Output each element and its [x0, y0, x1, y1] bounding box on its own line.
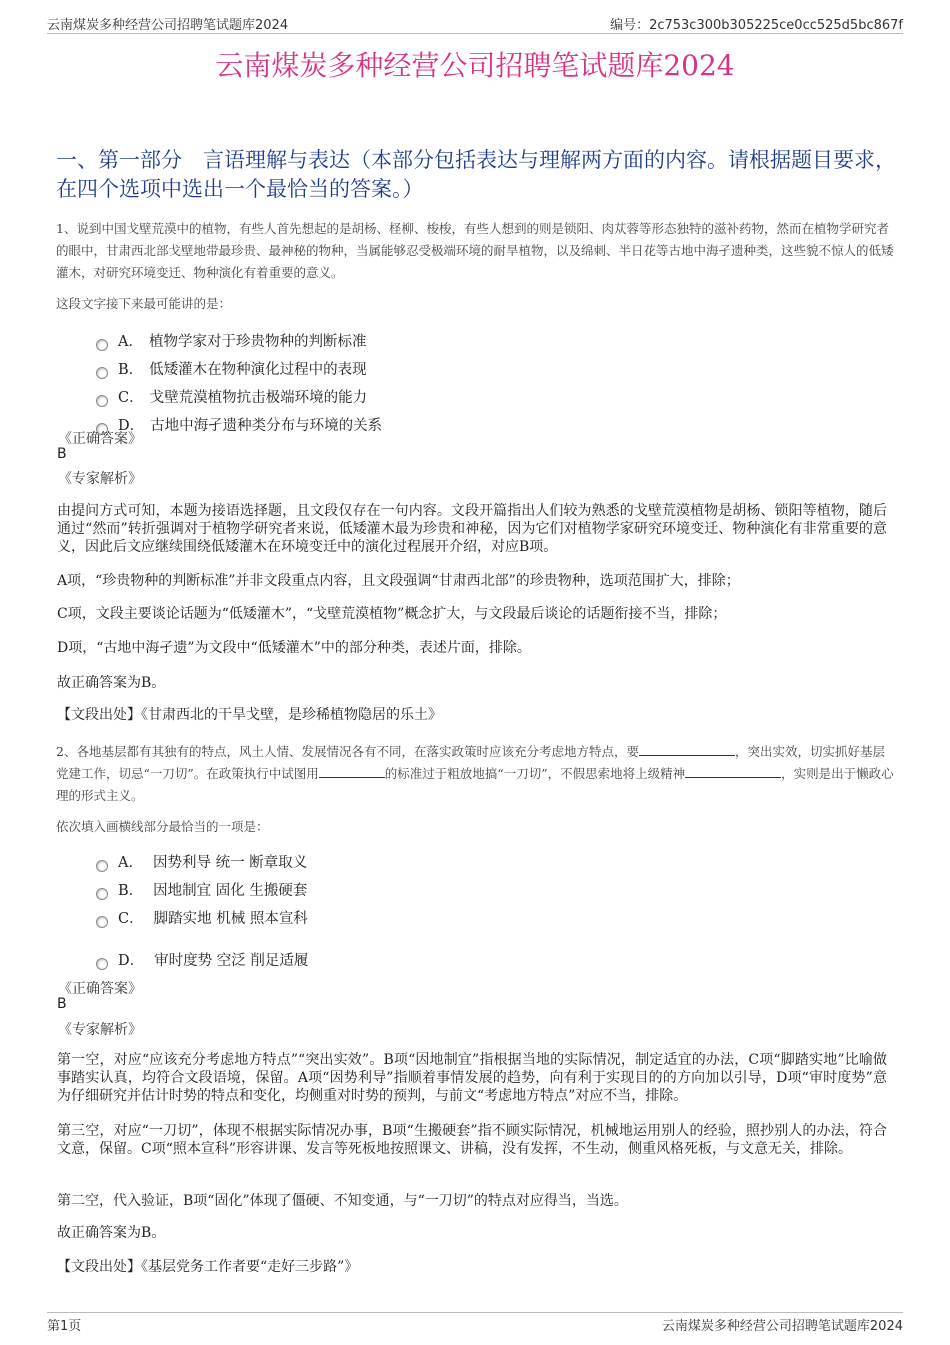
analysis-paragraph: 第一空，对应“应该充分考虑地方特点”“突出实效”。B项“因地制宜”指根据当地的实际情况，制定适宜的办法，C项“脚踏实地”比喻做事踏实认真，均符合文段语境，保留。A项“因势利导”指顺着事情发展的趋势，向有利于实现目的的方向加以引导，D项“审时度势”意为仔细研究并估计时势的特点和变化，均侧重对时势的预判，与前文“考虑地方特点”对应不当，排除。 — [57, 1052, 887, 1104]
correct-answer-label: 《正确答案》 — [58, 981, 142, 997]
option-letter: A． — [118, 855, 143, 871]
question-2-option-c[interactable] — [96, 907, 308, 928]
analysis-paragraph: 第二空，代入验证，B项“固化”体现了僵硬、不知变通，与“一刀切”的特点对应得当，当选。 — [57, 1193, 628, 1209]
question-2-text — [56, 741, 896, 807]
footer-divider — [47, 1312, 903, 1313]
radio-icon[interactable] — [96, 367, 108, 379]
fill-blank — [685, 765, 781, 778]
source-citation: 【文段出处】《甘肃西北的干旱戈壁，是珍稀植物隐居的乐土》 — [57, 707, 442, 723]
question-1-option-a[interactable] — [96, 330, 366, 351]
footer-page-number: 第1页 — [47, 1319, 82, 1334]
option-text: 植物学家对于珍贵物种的判断标准 — [148, 334, 367, 350]
option-text: 戈壁荒漠植物抗击极端环境的能力 — [149, 390, 368, 406]
question-2-option-a[interactable] — [96, 851, 307, 872]
question-1-option-b[interactable] — [96, 358, 367, 379]
correct-answer-value: B — [57, 446, 67, 462]
analysis-paragraph: 第三空，对应“一刀切”，体现不根据实际情况办事，B项“生搬硬套”指不顾实际情况，机械地运用别人的经验，照抄别人的办法，符合文意，保留。C项“照本宣科”形容讲课、发言等死板地按照课文、讲稿，没有发挥，不生动，侧重风格死板，与文意无关，排除。 — [57, 1123, 887, 1157]
analysis-conclusion: 故正确答案为B。 — [57, 1225, 166, 1241]
option-letter: A． — [118, 334, 143, 350]
option-text: 低矮灌木在物种演化过程中的表现 — [149, 362, 367, 378]
analysis-paragraph: C项，文段主要谈论话题为“低矮灌木”，“戈壁荒漠植物”概念扩大，与文段最后谈论的话题衔接不当，排除； — [57, 606, 727, 622]
analysis-paragraph: A项，“珍贵物种的判断标准”并非文段重点内容，且文段强调“甘肃西北部”的珍贵物种，选项范围扩大，排除； — [57, 573, 740, 589]
option-letter: D． — [118, 418, 145, 434]
radio-icon[interactable] — [96, 395, 108, 407]
option-letter: B． — [118, 362, 144, 378]
analysis-paragraph: D项，“古地中海孑遗”为文段中“低矮灌木”中的部分种类，表述片面，排除。 — [57, 640, 531, 656]
correct-answer-value: B — [57, 996, 67, 1012]
option-text: 脚踏实地 机械 照本宣科 — [153, 911, 308, 927]
radio-icon[interactable] — [96, 860, 108, 872]
question-2-option-d[interactable] — [96, 949, 308, 970]
question-text-segment: ，突出实效，切实抓好基层党建工作，切忌“一刀切”。在政策执行中试图用 — [56, 744, 885, 781]
section-title: 一、第一部分 言语理解与表达（本部分包括表达与理解两方面的内容。请根据题目要求，在四个选项中选出一个最恰当的答案。） — [56, 148, 896, 201]
option-text: 古地中海孑遗种类分布与环境的关系 — [150, 418, 383, 434]
header-doc-id: 编号：2c753c300b305225ce0cc525d5bc867f — [610, 18, 903, 33]
correct-answer-label: 《正确答案》 — [58, 431, 142, 447]
question-text-segment: 的标准过于粗放地搞“一刀切”，不假思索地将上级精神 — [384, 766, 686, 781]
option-letter: C． — [118, 911, 144, 927]
header-doc-title: 云南煤炭多种经营公司招聘笔试题库2024 — [47, 18, 289, 33]
radio-icon[interactable] — [96, 958, 108, 970]
question-2-prompt: 依次填入画横线部分最恰当的一项是： — [56, 819, 269, 834]
expert-analysis-label: 《专家解析》 — [58, 1022, 142, 1038]
header-divider — [47, 33, 903, 34]
option-letter: D． — [118, 953, 145, 969]
question-2-option-b[interactable] — [96, 879, 307, 900]
option-text: 因势利导 统一 断章取义 — [152, 855, 308, 871]
page-title: 云南煤炭多种经营公司招聘笔试题库2024 — [215, 49, 735, 82]
question-1-option-c[interactable] — [96, 386, 367, 407]
analysis-conclusion: 故正确答案为B。 — [57, 675, 166, 691]
question-1-text: 1、说到中国戈壁荒漠中的植物，有些人首先想起的是胡杨、柽柳、梭梭，有些人想到的则是锁阳、肉苁蓉等形态独特的滋补药物，然而在植物学研究者的眼中，甘肃西北部戈壁地带最珍贵、最神秘的物种，当属能够忍受极端环境的耐旱植物，以及绵刺、半日花等古地中海孑遗种类，这些貌不惊人的低矮灌木，对研究环境变迁、物种演化有着重要的意义。 — [56, 221, 894, 280]
radio-icon[interactable] — [96, 339, 108, 351]
question-text-segment: ，实则是出于懒政心理的形式主义。 — [56, 766, 894, 803]
option-letter: C． — [118, 390, 144, 406]
radio-icon[interactable] — [96, 916, 108, 928]
question-text-segment: 2、各地基层都有其独有的特点，风土人情、发展情况各有不同，在落实政策时应该充分考虑地方特点，要 — [56, 744, 639, 759]
footer-doc-title: 云南煤炭多种经营公司招聘笔试题库2024 — [661, 1319, 903, 1334]
fill-blank — [319, 765, 385, 778]
option-text: 审时度势 空泛 削足适履 — [154, 953, 309, 969]
expert-analysis-label: 《专家解析》 — [58, 471, 142, 487]
fill-blank — [639, 743, 735, 756]
question-1-prompt: 这段文字接下来最可能讲的是： — [56, 296, 232, 311]
radio-icon[interactable] — [96, 888, 108, 900]
option-text: 因地制宜 固化 生搬硬套 — [153, 883, 308, 899]
analysis-paragraph: 由提问方式可知，本题为接语选择题，且文段仅存在一句内容。文段开篇指出人们较为熟悉的戈壁荒漠植物是胡杨、锁阳等植物，随后通过“然而”转折强调对于植物学研究者来说，低矮灌木最为珍贵和神秘，因为它们对植物学家研究环境变迁、物种演化有非常重要的意义，因此后文应继续围绕低矮灌木在环境变迁中的演化过程展开介绍，对应B项。 — [57, 503, 887, 555]
source-citation: 【文段出处】《基层党务工作者要“走好三步路”》 — [57, 1259, 359, 1275]
option-letter: B． — [118, 883, 144, 899]
